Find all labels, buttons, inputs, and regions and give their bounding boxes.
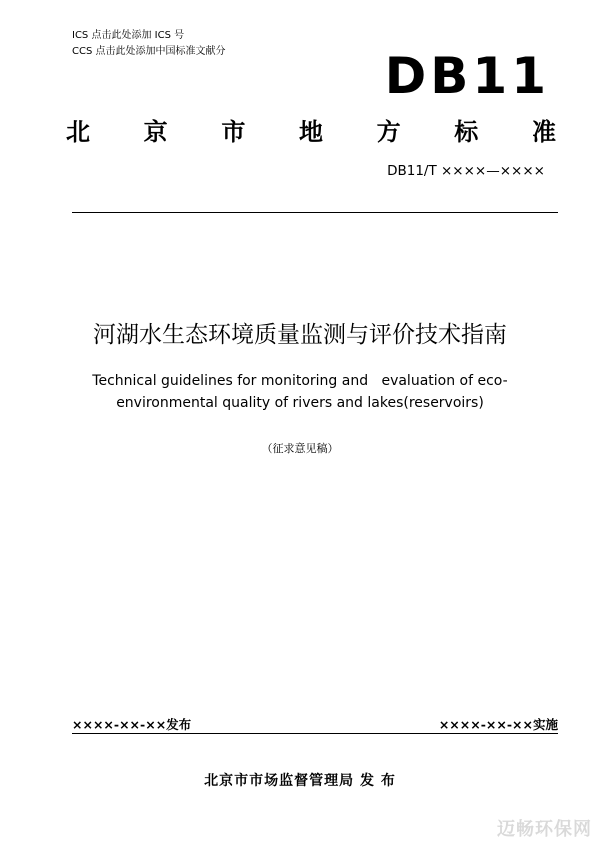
standard-type-char: 市	[221, 118, 246, 146]
chinese-title: 河湖水生态环境质量监测与评价技术指南	[93, 322, 507, 348]
standard-type-char: 地	[298, 118, 323, 146]
standard-type-char: 标	[454, 118, 479, 146]
standard-code-mark: DB11	[384, 47, 550, 105]
draft-label: （征求意见稿）	[261, 442, 339, 455]
standard-type-title	[66, 116, 556, 148]
issuing-authority: 北京市市场监督管理局 发 布	[204, 773, 396, 789]
standard-number: DB11/T ××××—××××	[387, 163, 545, 179]
standard-type-char: 北	[66, 118, 90, 146]
ics-placeholder: ICS 点击此处添加 ICS 号	[72, 30, 185, 41]
english-title: Technical guidelines for monitoring and evaluation of eco- environmental quality of rivers and lakes(reservoirs)	[92, 373, 508, 411]
implementation-date: ××××-××-××实施	[438, 717, 558, 732]
top-divider	[72, 212, 558, 213]
issue-date: ××××-××-××发布	[72, 717, 192, 732]
standard-type-char: 准	[531, 118, 556, 146]
standard-type-char: 京	[143, 118, 168, 146]
bottom-divider	[72, 733, 558, 734]
ccs-placeholder: CCS 点击此处添加中国标准文献分	[72, 46, 226, 57]
standard-type-char: 方	[376, 118, 401, 146]
watermark: 迈畅环保网	[497, 819, 592, 840]
